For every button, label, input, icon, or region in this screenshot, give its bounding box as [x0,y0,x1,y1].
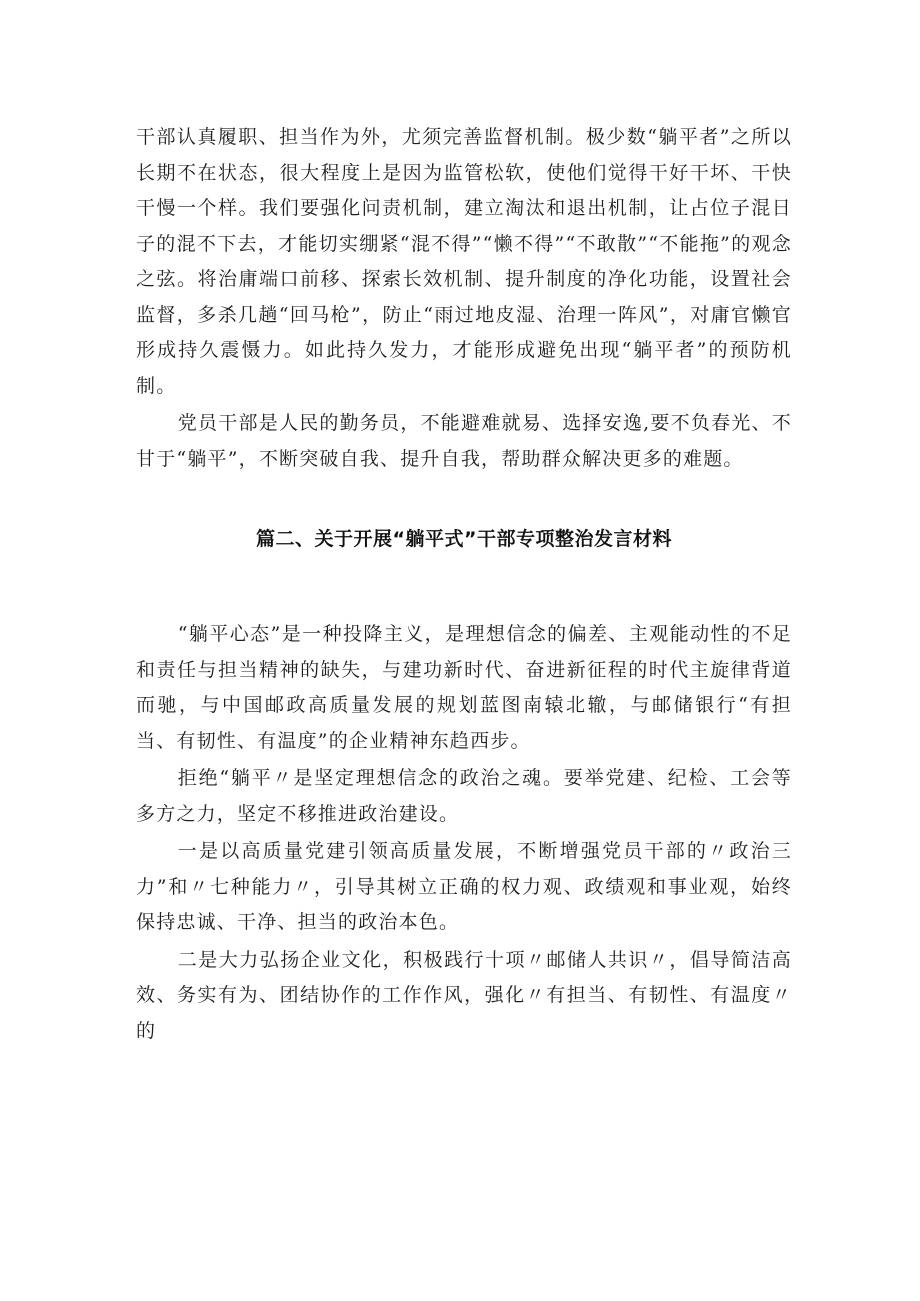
document-body [136,120,792,1049]
paragraph-lying-flat-mentality: “躺平心态”是一种投降主义，是理想信念的偏差、主观能动性的不足和责任与担当精神的缺失，与建功新时代、奋进新征程的时代主旋律背道而驰，与中国邮政高质量发展的规划蓝图南辕北辙，与邮储银行“有担当、有韧性、有温度”的企业精神东趋西步。 [136,623,792,752]
section-heading: 篇二、关于开展“躺平式”干部专项整治发言材料 [256,528,672,550]
paragraph-point-one: 一是以高质量党建引领高质量发展，不断增强党员干部的〃政治三力”和〃七种能力〃，引导其树立正确的权力观、政绩观和事业观，始终保持忠诚、干净、担当的政治本色。 [136,840,792,933]
paragraph-party-members-duty: 党员干部是人民的勤务员，不能避难就易、选择安逸,要不负春光、不甘于“躺平”，不断突破自我、提升自我，帮助群众解决更多的难题。 [136,412,792,470]
section-heading-container [136,521,792,557]
paragraph-point-two: 二是大力弘扬企业文化，积极践行十项〃邮储人共识〃，倡导简洁高效、务实有为、团结协作的工作作风，强化〃有担当、有韧性、有温度〃的 [136,948,792,1042]
paragraph-reject-lying-flat: 拒绝“躺平〃是坚定理想信念的政治之魂。要举党建、纪检、工会等多方之力，坚定不移推进政治建设。 [136,767,792,825]
paragraph-supervision-mechanism: 干部认真履职、担当作为外，尤须完善监督机制。极少数“躺平者”之所以长期不在状态，很大程度上是因为监管松软，使他们觉得干好干坏、干快干慢一个样。我们要强化问责机制，建立淘汰和退出机制，让占位子混日子的混不下去，才能切实绷紧“混不得”“懒不得”“不敢散”“不能拖”的观念之弦。将治庸端口前移、探索长效机制、提升制度的净化功能，设置社会监督，多杀几趟“回马枪”，防止“雨过地皮湿、治理一阵风”，对庸官懒官形成持久震慑力。如此持久发力，才能形成避免出现“躺平者”的预防机制。 [136,126,792,397]
